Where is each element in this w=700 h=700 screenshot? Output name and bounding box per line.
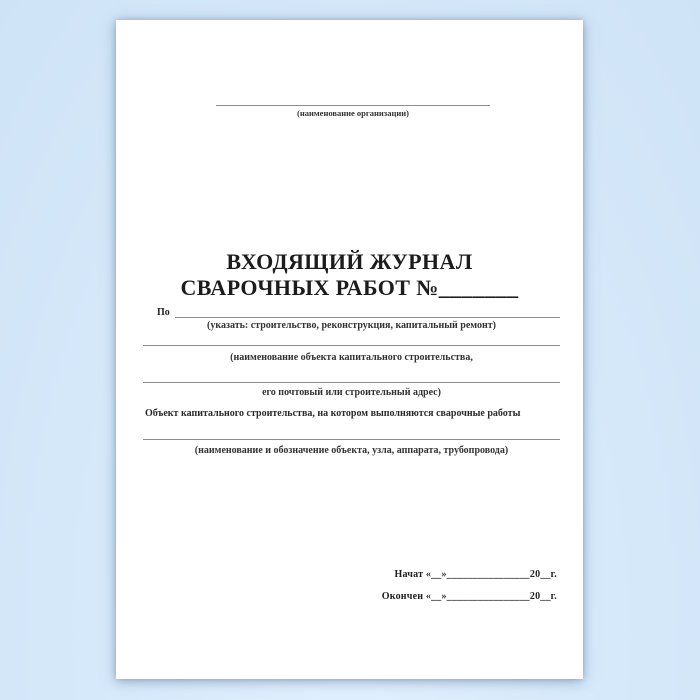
- object-caption-line-1: (наименование объекта капитального строительства,: [230, 352, 473, 363]
- organization-caption: (наименование организации): [297, 108, 409, 118]
- date-started: Начат «__»________________20__г.: [394, 569, 557, 580]
- title-line-1: ВХОДЯЩИЙ ЖУРНАЛ: [226, 249, 473, 274]
- po-field-row: [143, 305, 560, 318]
- document-page: [116, 20, 583, 679]
- object-name-blank-line-2: [143, 382, 560, 383]
- date-finished: Окончен «__»________________20__г.: [381, 591, 557, 602]
- po-caption: (указать: строительство, реконструкция, капитальный ремонт): [207, 320, 496, 331]
- dates-block: [382, 564, 557, 608]
- object-caption-line-2: его почтовый или строительный адрес): [262, 387, 441, 398]
- po-blank-line: [175, 305, 560, 318]
- object-statement: Объект капитального строительства, на котором выполняются сварочные работы: [145, 408, 521, 419]
- document-title: [116, 249, 583, 301]
- title-line-2: СВАРОЧНЫХ РАБОТ №_______: [180, 275, 519, 300]
- object-designation-blank-line: [143, 439, 560, 440]
- object-designation-caption: (наименование и обозначение объекта, узла, аппарата, трубопровода): [194, 445, 509, 456]
- po-label: По: [157, 307, 170, 318]
- object-name-blank-line-1: [143, 345, 560, 346]
- organization-blank-line: [216, 105, 490, 106]
